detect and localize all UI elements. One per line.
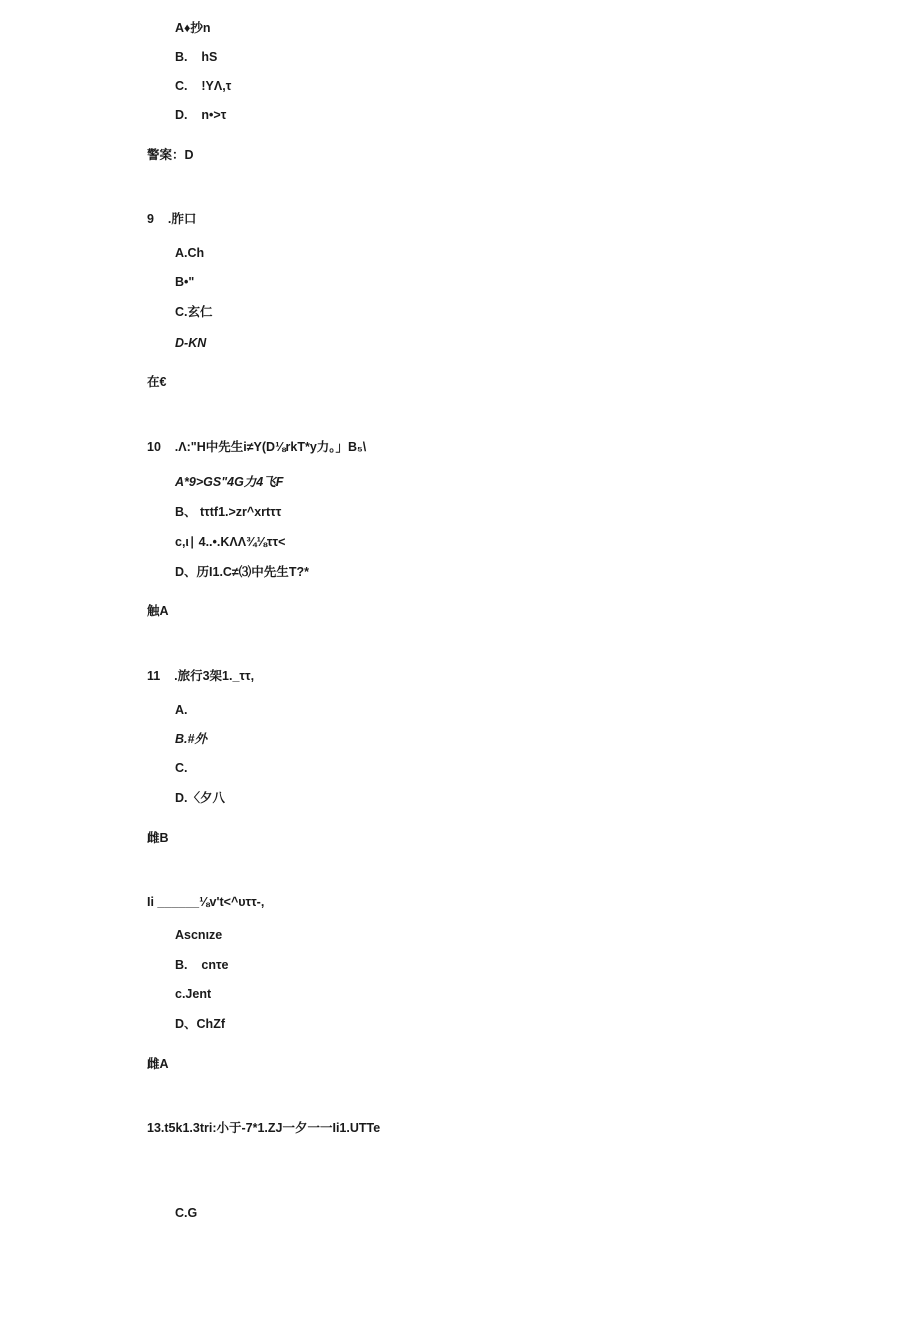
answer-line: 在€ [147,375,167,389]
question-12: Ii ______⅛v't<^υττ-, [147,895,265,909]
option-line: A♦抄n [175,21,211,35]
option-line: D-KN [175,336,207,350]
question-9: 9 .胙口 [147,212,197,226]
answer-line: 警案：D [147,148,194,162]
question-13: 13.t5k1.3tri:小于-7*1.ZJ一夕一一Ii1.UTTe [147,1121,381,1135]
option-line: B、 tτtf1.>zr^xrtττ [175,505,282,519]
option-line: Ascnιze [175,928,223,942]
option-line: C. [175,761,188,775]
option-line: D. n•>τ [175,108,227,122]
question-10: 10 .Λ:"H中先生i≠Y(D⅛rkT*y力。」B₅\ [147,440,367,454]
option-line: C.玄仁 [175,305,213,319]
option-line: C. !YΛ,τ [175,79,232,93]
option-line: D、历I1.C≠⑶中先生T?* [175,565,309,579]
option-line: B. cnτe [175,958,229,972]
answer-line: 触A [147,604,169,618]
answer-line: 雌B [147,831,169,845]
option-line: B. hS [175,50,218,64]
option-line: c,ι∣ 4..•.KΛΛ¾⅛ττ< [175,535,286,549]
question-11: 11 .旅行3架1._ττ, [147,669,255,683]
option-line: D.〈夕八 [175,791,226,805]
answer-line: 雌A [147,1057,169,1071]
option-line: B•" [175,275,195,289]
option-line: C.G [175,1206,198,1220]
option-line: c.Jent [175,987,212,1001]
option-line: D、ChZf [175,1017,225,1031]
option-line: A.Ch [175,246,205,260]
option-line: B.#外 [175,732,207,746]
option-line: A*9>GS"4G力4飞F [175,475,284,489]
option-line: A. [175,703,188,717]
